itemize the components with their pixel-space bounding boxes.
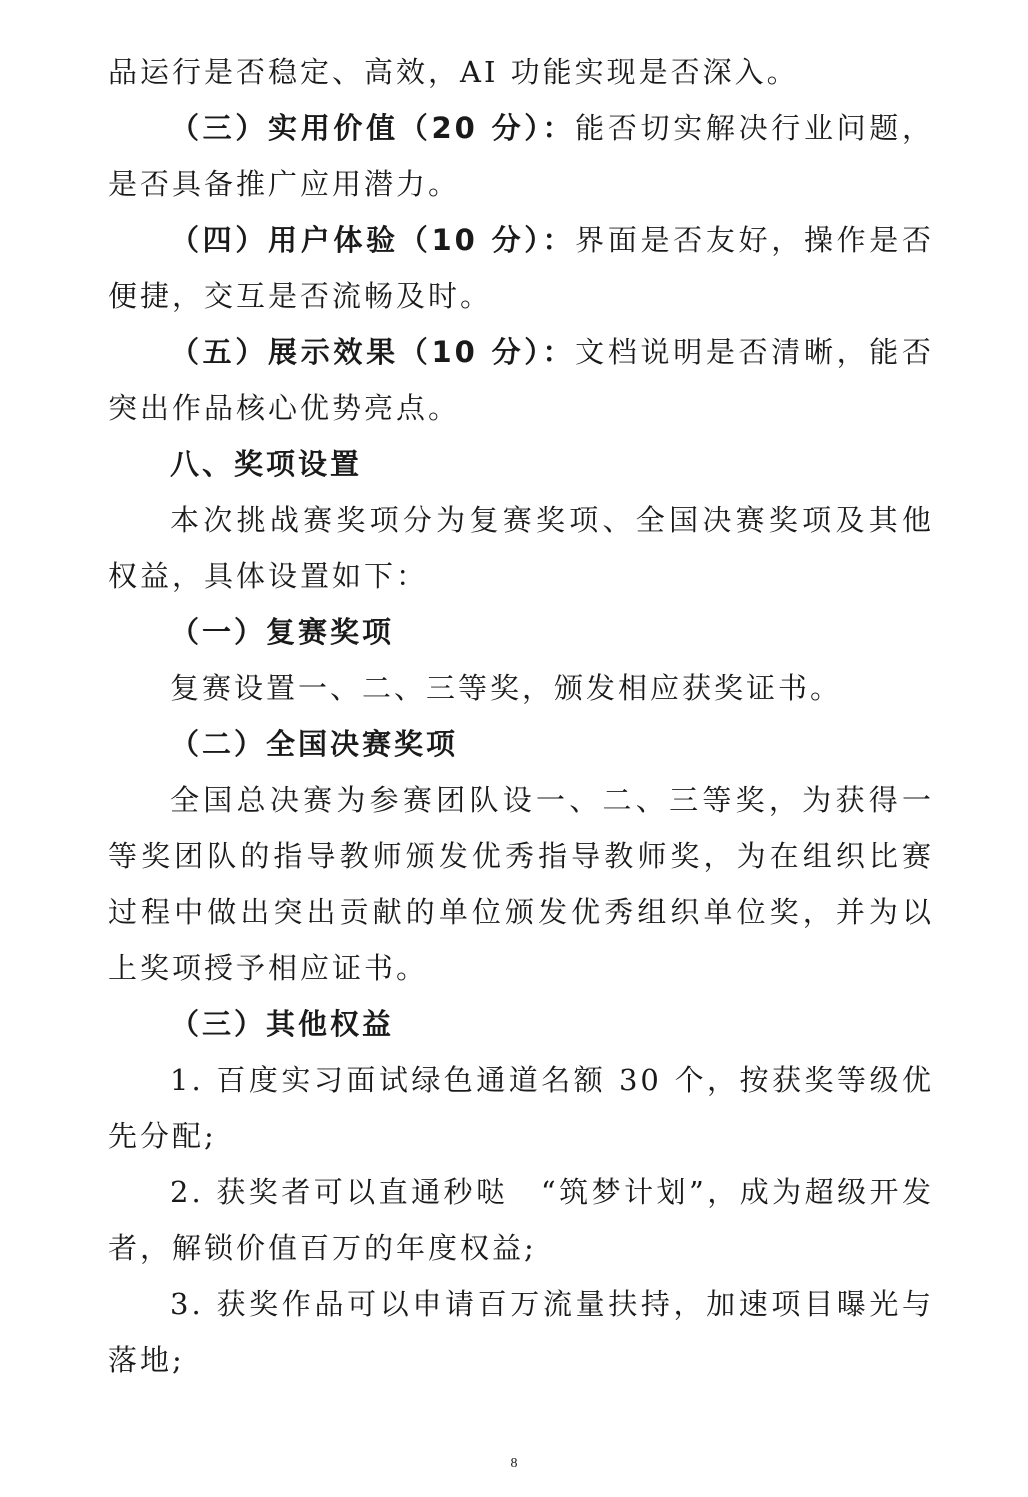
criterion-label: （三）实用价值（20 分）： (170, 111, 576, 145)
subheading-other-benefits: （三）其他权益 (170, 1007, 395, 1041)
criterion-text: 能否切实解决行业问题，是否具备推广应用潜力。 (108, 111, 934, 201)
list-item-dream-plan: 2. 获奖者可以直通秒哒 “筑梦计划”，成为超级开发者，解锁价值百万的年度权益; (108, 1175, 934, 1265)
page-number: 8 (510, 1456, 518, 1471)
paragraph-performance-tail (108, 44, 934, 100)
list-item-internship: 1. 百度实习面试绿色通道名额 30 个，按获奖等级优先分配; (108, 1063, 934, 1153)
criterion-text: 文档说明是否清晰，能否突出作品核心优势亮点。 (108, 335, 934, 425)
criterion-label: （四）用户体验（10 分）： (170, 223, 576, 257)
paragraph-practical-value (108, 100, 934, 212)
list-item-traffic-support: 3. 获奖作品可以申请百万流量扶持，加速项目曝光与落地; (108, 1287, 934, 1377)
paragraph-final-awards: 全国总决赛为参赛团队设一、二、三等奖，为获得一等奖团队的指导教师颁发优秀指导教师奖，为在组织比赛过程中做出突出贡献的单位颁发优秀组织单位奖，并为以上奖项授予相应证书。 (108, 783, 934, 985)
paragraph-user-experience (108, 212, 934, 324)
paragraph-awards-intro: 本次挑战赛奖项分为复赛奖项、全国决赛奖项及其他权益，具体设置如下： (108, 503, 934, 593)
paragraph-text: 品运行是否稳定、高效，AI 功能实现是否深入。 (108, 55, 799, 89)
paragraph-presentation (108, 324, 934, 436)
section-heading-awards: 八、奖项设置 (170, 447, 363, 481)
subheading-semifinal-awards: （一）复赛奖项 (170, 615, 395, 649)
criterion-label: （五）展示效果（10 分）： (170, 335, 576, 369)
paragraph-semifinal-awards: 复赛设置一、二、三等奖，颁发相应获奖证书。 (170, 671, 843, 705)
subheading-final-awards: （二）全国决赛奖项 (170, 727, 459, 761)
criterion-text: 界面是否友好，操作是否便捷，交互是否流畅及时。 (108, 223, 934, 313)
